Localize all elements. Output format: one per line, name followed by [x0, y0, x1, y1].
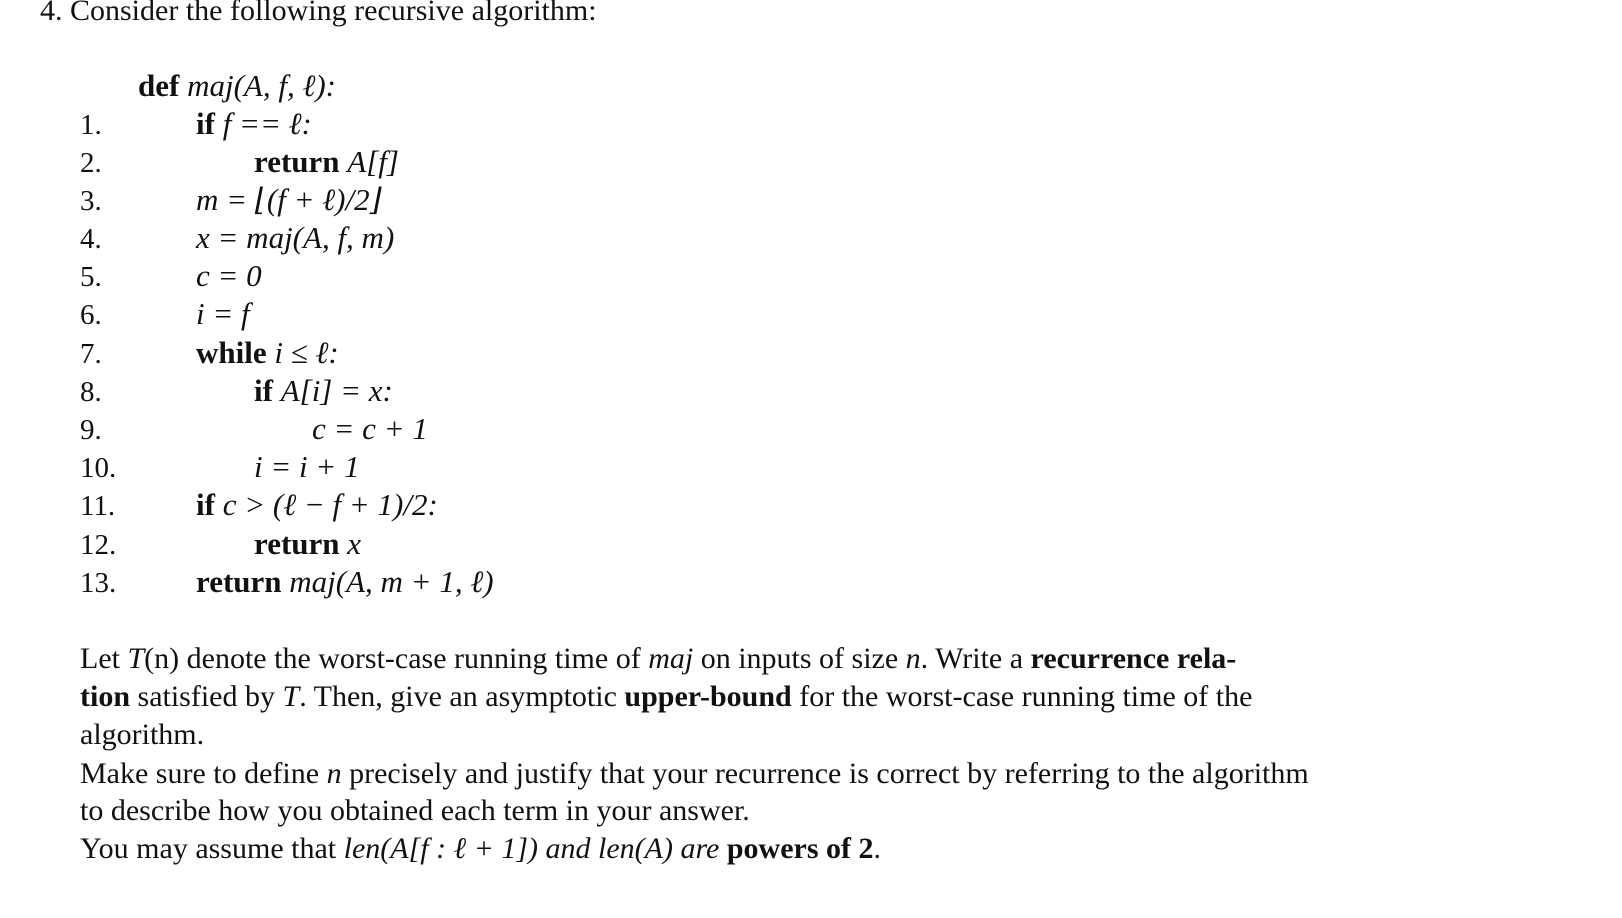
code-line-5	[196, 258, 262, 294]
q-p4b: precisely and justify that your recurrence is correct by referring to the algorithm	[349, 757, 1309, 790]
line-number-5: 5.	[80, 261, 102, 293]
question-line-2	[80, 678, 1252, 716]
code-line-13	[196, 564, 494, 600]
q-bold-powers: powers of 2	[726, 832, 874, 865]
question-line-5: to describe how you obtained each term in your answer.	[80, 794, 750, 827]
q-p4a: Make sure to define	[80, 757, 320, 790]
code-line-10-text: i = i + 1	[254, 449, 360, 484]
line-number-6: 6.	[80, 299, 102, 331]
code-line-3-text: m = ⌊(f + ℓ)/2⌋	[196, 182, 382, 217]
question-line-6	[80, 830, 881, 868]
question-line-1-content	[80, 640, 1236, 678]
code-line-4	[196, 220, 394, 256]
def-line	[138, 68, 336, 104]
q-p6c: (A) are	[634, 832, 720, 865]
def-keyword: def	[138, 68, 180, 103]
question-line-3: algorithm.	[80, 718, 205, 751]
code-line-8	[254, 373, 393, 409]
code-line-5-text: c = 0	[196, 258, 262, 293]
q-let: Let	[80, 642, 120, 675]
code-line-1	[196, 106, 312, 142]
q-p6b: (A[f : ℓ + 1]) and	[380, 832, 591, 865]
code-line-2	[254, 144, 399, 180]
q-bold-upper-bound: upper-bound	[624, 680, 792, 713]
problem-intro: Consider the following recursive algorithm:	[70, 0, 597, 27]
code-line-3	[196, 182, 382, 218]
code-line-11-keyword: if	[196, 487, 215, 522]
code-line-11-text: c > (ℓ − f + 1)/2:	[222, 487, 438, 522]
line-number-11: 11.	[80, 490, 116, 522]
question-line-1	[80, 640, 1495, 678]
def-args: (A, f, ℓ):	[233, 68, 337, 103]
q-p1c: on inputs of size	[700, 642, 899, 675]
code-line-13-text: maj(A, m + 1, ℓ)	[289, 564, 494, 599]
q-maj: maj	[648, 642, 694, 675]
q-p6d: .	[873, 832, 882, 865]
code-line-12-keyword: return	[254, 526, 340, 561]
q-p1d: . Write a	[920, 642, 1024, 675]
line-number-10: 10.	[80, 452, 117, 484]
line-number-3: 3.	[80, 185, 102, 217]
line-number-8: 8.	[80, 376, 102, 408]
code-line-8-text: A[i] = x:	[280, 373, 393, 408]
line-number-4: 4.	[80, 223, 102, 255]
problem-number: 4.	[40, 0, 63, 27]
code-line-11	[196, 487, 438, 523]
code-line-10	[254, 449, 360, 485]
line-number-7: 7.	[80, 338, 102, 370]
code-line-12-text: x	[347, 526, 362, 561]
q-p1b: (n) denote the worst-case running time of	[144, 642, 641, 675]
q-T1: T	[127, 642, 145, 675]
code-line-7	[196, 335, 339, 371]
code-line-12	[254, 526, 361, 562]
code-line-4-text: x = maj(A, f, m)	[196, 220, 395, 255]
code-line-9	[312, 411, 428, 447]
code-line-2-keyword: return	[254, 144, 340, 179]
q-n2: n	[326, 757, 342, 790]
q-bold-tion: tion	[80, 680, 131, 713]
code-line-2-text: A[f]	[347, 144, 399, 179]
def-name: maj	[187, 68, 234, 103]
code-line-1-text: f == ℓ:	[222, 106, 312, 141]
q-T2: T	[282, 680, 300, 713]
code-line-8-keyword: if	[254, 373, 273, 408]
code-line-9-text: c = c + 1	[312, 411, 428, 446]
code-line-7-text: i ≤ ℓ:	[274, 335, 339, 370]
q-p6a: You may assume that	[80, 832, 337, 865]
q-p2a: satisfied by	[137, 680, 275, 713]
code-line-6	[196, 296, 250, 332]
code-line-1-keyword: if	[196, 106, 215, 141]
q-len1: len	[343, 832, 381, 865]
line-number-13: 13.	[80, 567, 117, 599]
code-line-7-keyword: while	[196, 335, 267, 370]
code-line-13-keyword: return	[196, 564, 282, 599]
line-number-2: 2.	[80, 147, 102, 179]
q-p2c: for the worst-case running time of the	[799, 680, 1253, 713]
line-number-1: 1.	[80, 109, 102, 141]
question-line-4	[80, 755, 1309, 793]
code-line-6-text: i = f	[196, 296, 250, 331]
q-p2b: . Then, give an asymptotic	[299, 680, 617, 713]
line-number-12: 12.	[80, 529, 117, 561]
q-len2: len	[598, 832, 635, 865]
q-n1: n	[905, 642, 921, 675]
q-bold-recurrence: recurrence rela-	[1030, 642, 1237, 675]
line-number-9: 9.	[80, 414, 102, 446]
